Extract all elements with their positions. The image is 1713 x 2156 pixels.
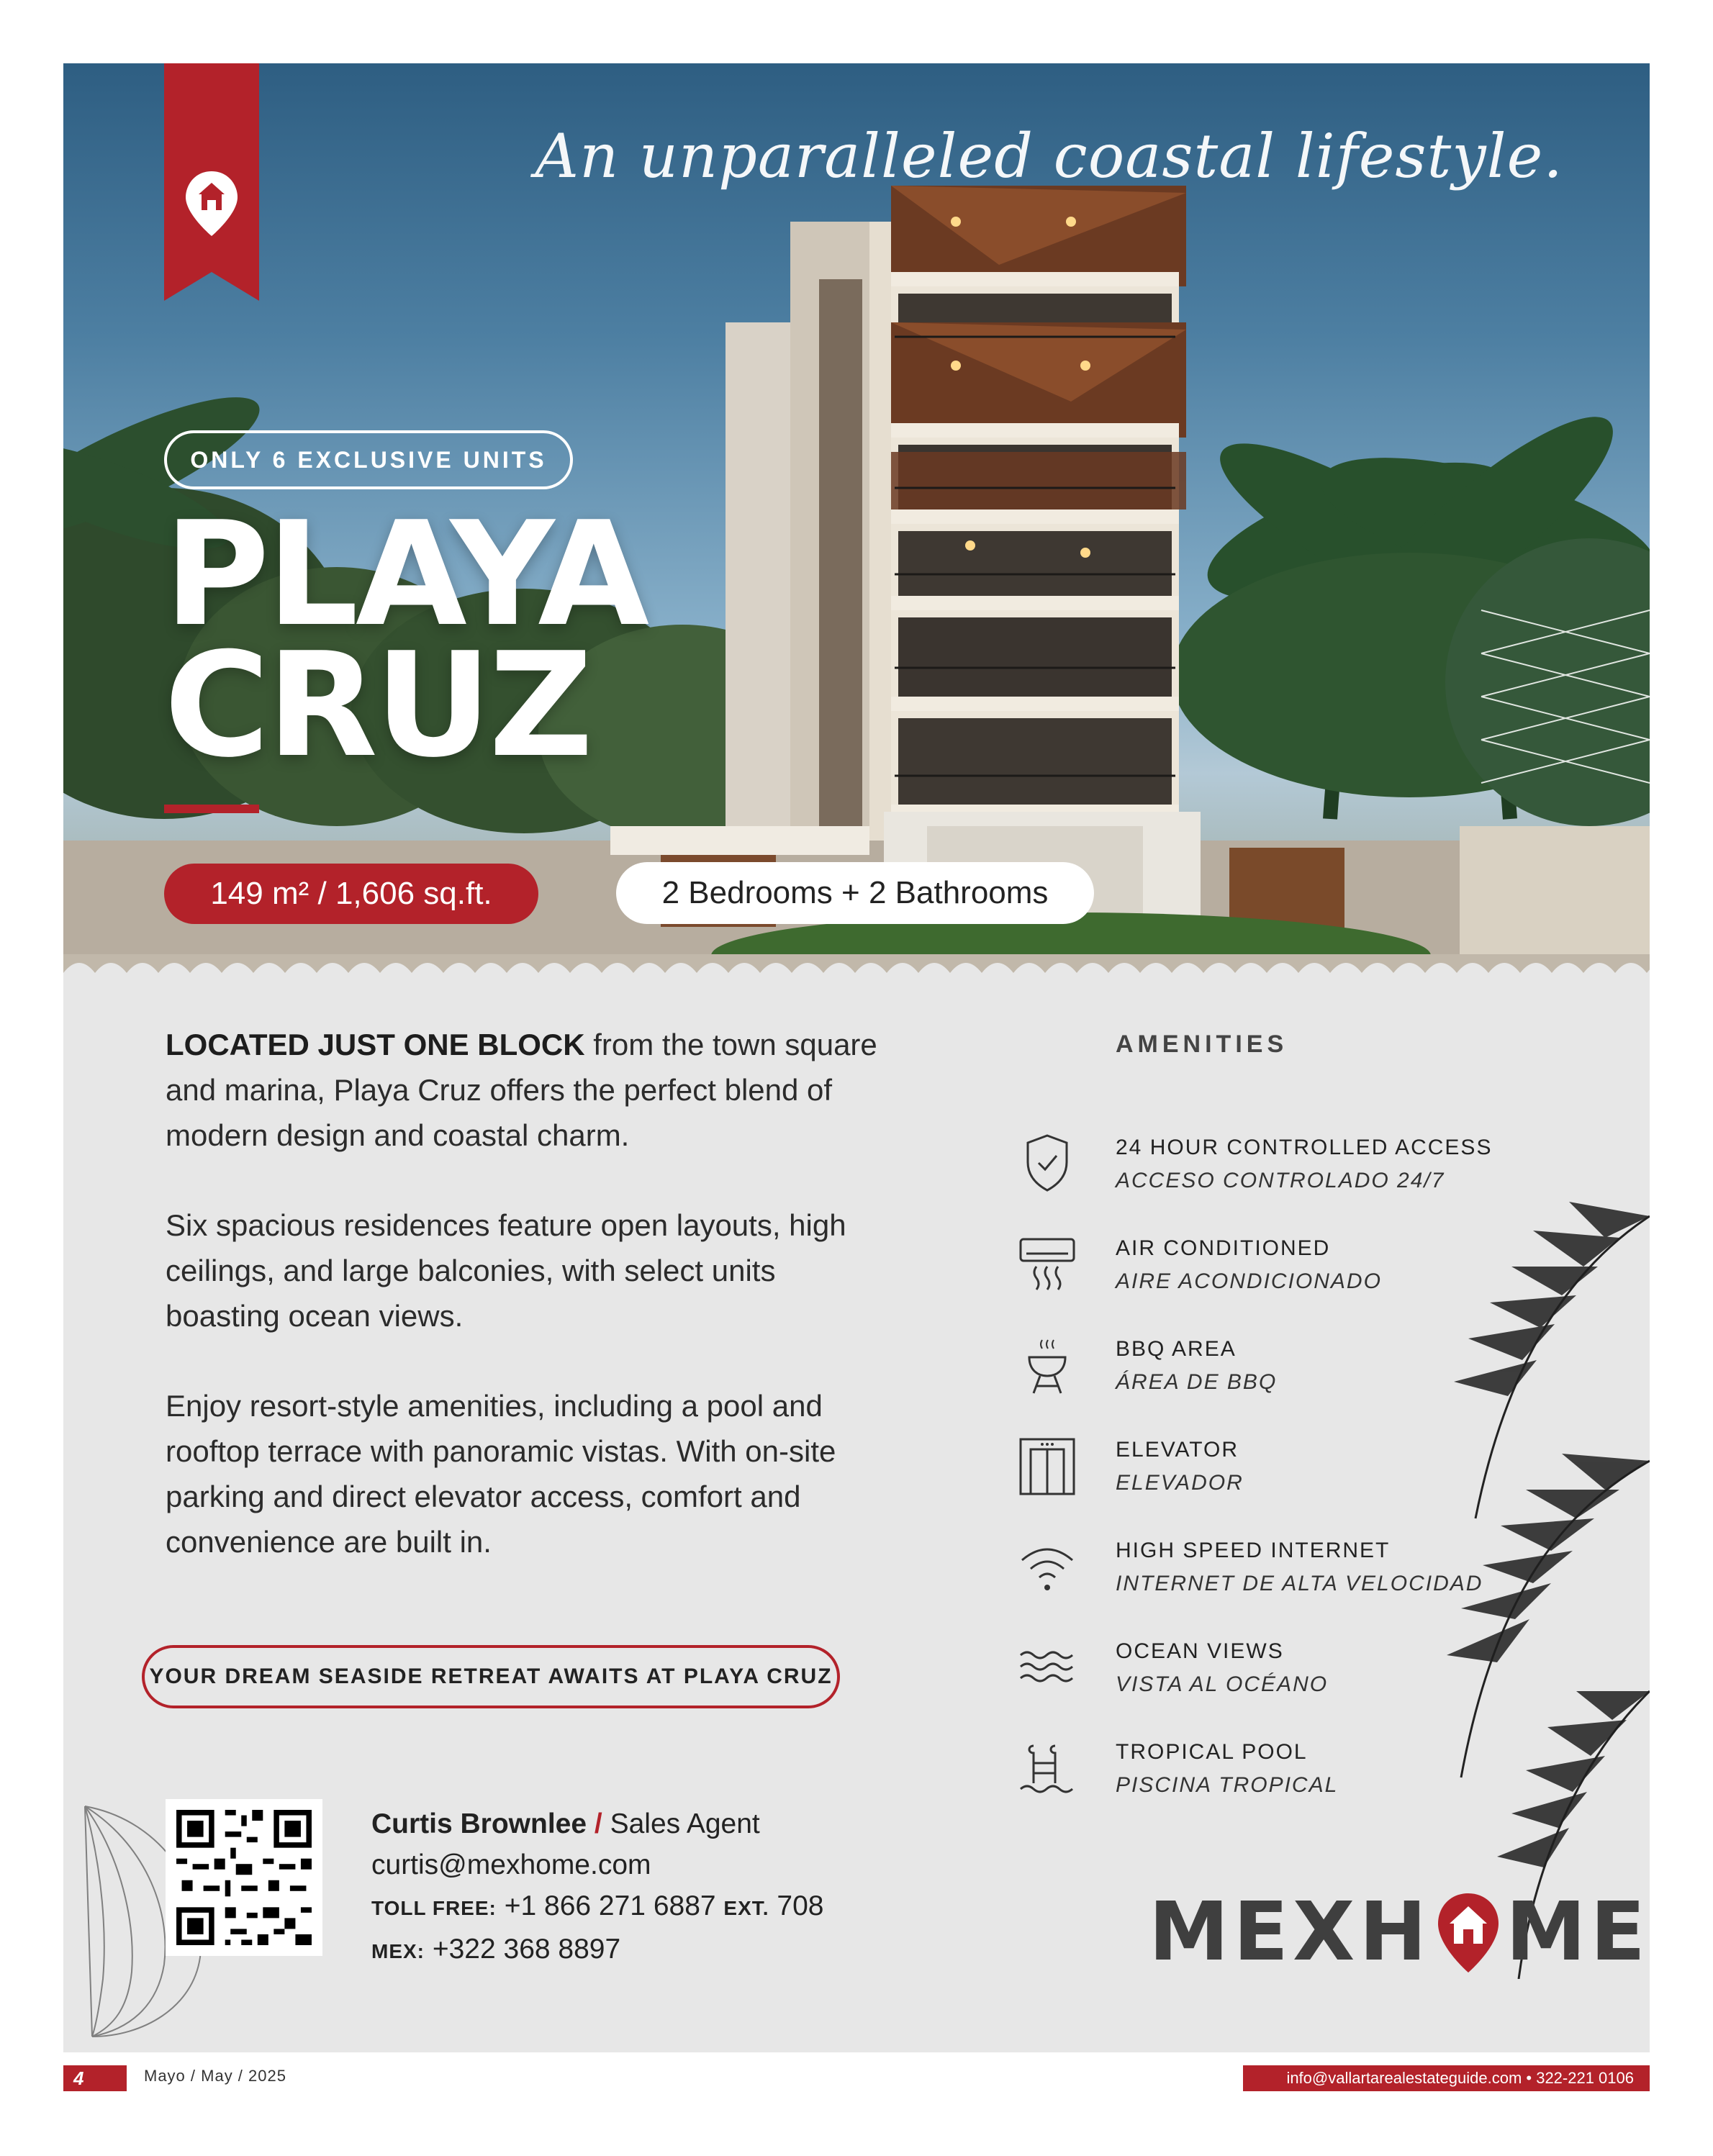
description-paragraph-2: Six spacious residences feature open layouts, high ceilings, and large balconies, with select units boasting ocean views. — [166, 1208, 846, 1333]
amenity-pool — [1008, 1727, 1511, 1813]
agent-email[interactable]: curtis@mexhome.com — [371, 1849, 651, 1880]
ext-label: EXT. — [723, 1897, 769, 1919]
agent-role: Sales Agent — [610, 1808, 760, 1839]
amenity-en: 24 HOUR CONTROLLED ACCESS — [1116, 1136, 1493, 1159]
toll-free-number[interactable]: +1 866 271 6887 — [504, 1890, 716, 1921]
shield-check-icon — [1008, 1123, 1087, 1202]
amenity-en: HIGH SPEED INTERNET — [1116, 1539, 1391, 1562]
amenity-ocean-views — [1008, 1626, 1511, 1713]
grill-icon — [1008, 1324, 1087, 1403]
toll-free-label: TOLL FREE: — [371, 1897, 497, 1919]
size-badge: 149 m² / 1,606 sq.ft. — [164, 864, 538, 924]
agent-name-line — [371, 1803, 823, 1844]
home-pin-logo-icon — [1432, 1889, 1504, 1975]
accent-bar — [164, 805, 259, 813]
amenity-es: AIRE ACONDICIONADO — [1116, 1269, 1382, 1293]
agent-toll-free — [371, 1885, 823, 1929]
logo-text-right: ME — [1506, 1885, 1650, 1979]
hero-image — [63, 63, 1650, 974]
amenity-es: VISTA AL OCÉANO — [1116, 1672, 1329, 1696]
amenity-internet — [1008, 1526, 1511, 1612]
pool-ladder-icon — [1008, 1727, 1087, 1806]
amenity-en: OCEAN VIEWS — [1116, 1639, 1284, 1663]
amenity-en: BBQ AREA — [1116, 1337, 1237, 1361]
agent-mex-phone — [371, 1929, 823, 1972]
page-number: 4 — [63, 2065, 127, 2091]
amenity-air-conditioned — [1008, 1223, 1511, 1310]
ribbon-bookmark — [164, 63, 259, 301]
rooms-badge: 2 Bedrooms + 2 Bathrooms — [616, 862, 1094, 924]
elevator-icon — [1008, 1425, 1087, 1504]
mex-number[interactable]: +322 368 8897 — [432, 1934, 621, 1965]
units-badge: ONLY 6 EXCLUSIVE UNITS — [164, 430, 573, 489]
cta-banner: YOUR DREAM SEASIDE RETREAT AWAITS AT PLAYA CRUZ — [142, 1645, 840, 1708]
air-conditioner-icon — [1008, 1223, 1087, 1303]
waves-icon — [1008, 1626, 1087, 1706]
amenities-heading: AMENITIES — [1116, 1031, 1288, 1058]
mex-label: MEX: — [371, 1940, 425, 1962]
description — [166, 1022, 892, 1609]
property-title — [164, 491, 647, 789]
amenity-en: ELEVATOR — [1116, 1438, 1239, 1462]
agent-separator: / — [594, 1808, 602, 1839]
title-line-1: PLAYA — [164, 491, 647, 658]
description-lead: LOCATED JUST ONE BLOCK — [166, 1028, 585, 1061]
agent-name: Curtis Brownlee — [371, 1808, 587, 1839]
qr-code[interactable] — [166, 1799, 322, 1956]
issue-date: Mayo / May / 2025 — [144, 2067, 286, 2085]
amenity-es: ACCESO CONTROLADO 24/7 — [1116, 1169, 1445, 1192]
title-line-2: CRUZ — [164, 622, 591, 789]
description-p1-rest: from the town square and marina, Playa Cruz offers the perfect blend of modern design and coastal charm. — [166, 1028, 877, 1152]
wifi-icon — [1008, 1526, 1087, 1605]
description-paragraph-1 — [166, 1022, 892, 1158]
amenity-controlled-access — [1008, 1123, 1511, 1209]
amenity-es: ÁREA DE BBQ — [1116, 1370, 1278, 1394]
agent-contact — [371, 1803, 823, 1972]
hero-tagline: An unparalleled coastal lifestyle. — [535, 121, 1563, 191]
logo-text-left: MEXH — [1149, 1885, 1432, 1979]
amenity-es: ELEVADOR — [1116, 1471, 1244, 1495]
amenity-en: AIR CONDITIONED — [1116, 1236, 1331, 1260]
footer-contact[interactable]: info@vallartarealestateguide.com • 322-221 0106 — [1243, 2065, 1650, 2091]
amenity-es: INTERNET DE ALTA VELOCIDAD — [1116, 1572, 1483, 1595]
amenity-en: TROPICAL POOL — [1116, 1740, 1308, 1764]
amenity-es: PISCINA TROPICAL — [1116, 1773, 1339, 1797]
amenity-elevator — [1008, 1425, 1511, 1511]
description-paragraph-3: Enjoy resort-style amenities, including a pool and rooftop terrace with panoramic vistas. With on-site parking and direct elevator access, comfort and convenience are built in. — [166, 1389, 836, 1559]
ext-number: 708 — [777, 1890, 824, 1921]
mexhome-logo — [1149, 1885, 1650, 1979]
amenity-bbq — [1008, 1324, 1511, 1410]
